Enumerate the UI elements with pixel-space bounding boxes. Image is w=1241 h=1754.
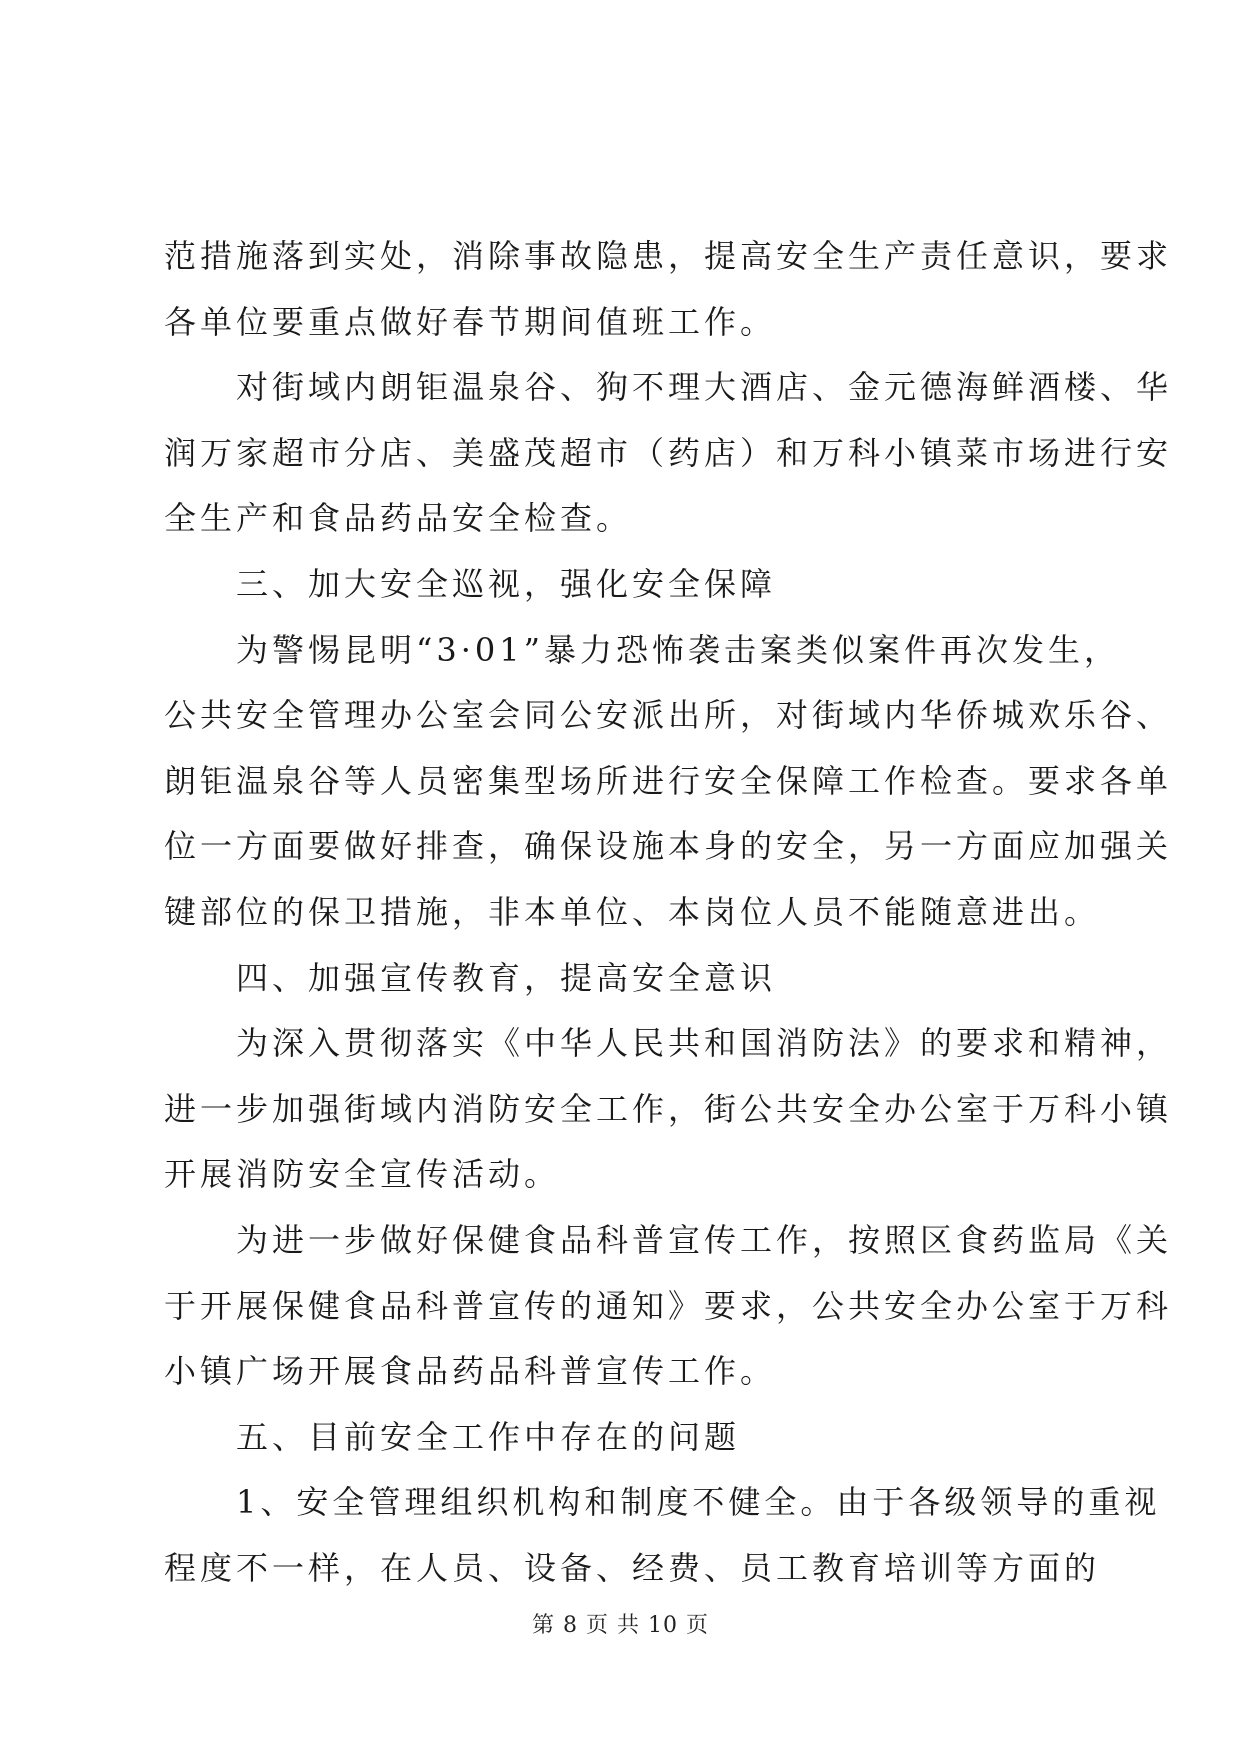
text-line: 各单位要重点做好春节期间值班工作。 xyxy=(164,302,777,341)
text-line: 为深入贯彻落实《中华人民共和国消防法》的要求和精神， xyxy=(164,1024,1173,1063)
text-line: 程度不一样，在人员、设备、经费、员工教育培训等方面的 xyxy=(164,1548,1101,1587)
text-line: 范措施落到实处，消除事故隐患，提高安全生产责任意识，要求 xyxy=(164,237,1173,275)
text-line: 朗钜温泉谷等人员密集型场所进行安全保障工作检查。要求各单 xyxy=(164,761,1173,800)
text-line: 润万家超市分店、美盛茂超市（药店）和万科小镇菜市场进行安 xyxy=(164,433,1173,472)
text-line: 为进一步做好保健食品科普宣传工作，按照区食药监局《关 xyxy=(164,1220,1173,1259)
text-line: 键部位的保卫措施，非本单位、本岗位人员不能随意进出。 xyxy=(164,892,1101,931)
page-number-footer: 第 8 页 共 10 页 xyxy=(532,1613,709,1638)
text-line: 对街域内朗钜温泉谷、狗不理大酒店、金元德海鲜酒楼、华 xyxy=(164,368,1173,407)
text-line: 1、安全管理组织机构和制度不健全。由于各级领导的重视 xyxy=(164,1483,1161,1522)
document-body xyxy=(164,224,1173,1601)
text-line: 公共安全管理办公室会同公安派出所，对街域内华侨城欢乐谷、 xyxy=(164,696,1173,735)
text-line: 为警惕昆明“3·01”暴力恐怖袭击案类似案件再次发生， xyxy=(164,630,1120,669)
text-line: 全生产和食品药品安全检查。 xyxy=(164,499,633,538)
text-line: 于开展保健食品科普宣传的通知》要求，公共安全办公室于万科 xyxy=(164,1286,1173,1325)
text-line: 开展消防安全宣传活动。 xyxy=(164,1155,561,1194)
section-heading-4: 四、加强宣传教育，提高安全意识 xyxy=(164,958,777,997)
text-line: 位一方面要做好排查，确保设施本身的安全，另一方面应加强关 xyxy=(164,827,1173,866)
text-line: 进一步加强街域内消防安全工作，街公共安全办公室于万科小镇 xyxy=(164,1089,1173,1128)
section-heading-5: 五、目前安全工作中存在的问题 xyxy=(164,1417,741,1456)
section-heading-3: 三、加大安全巡视，强化安全保障 xyxy=(164,564,777,603)
text-line: 小镇广场开展食品药品科普宣传工作。 xyxy=(164,1352,777,1391)
